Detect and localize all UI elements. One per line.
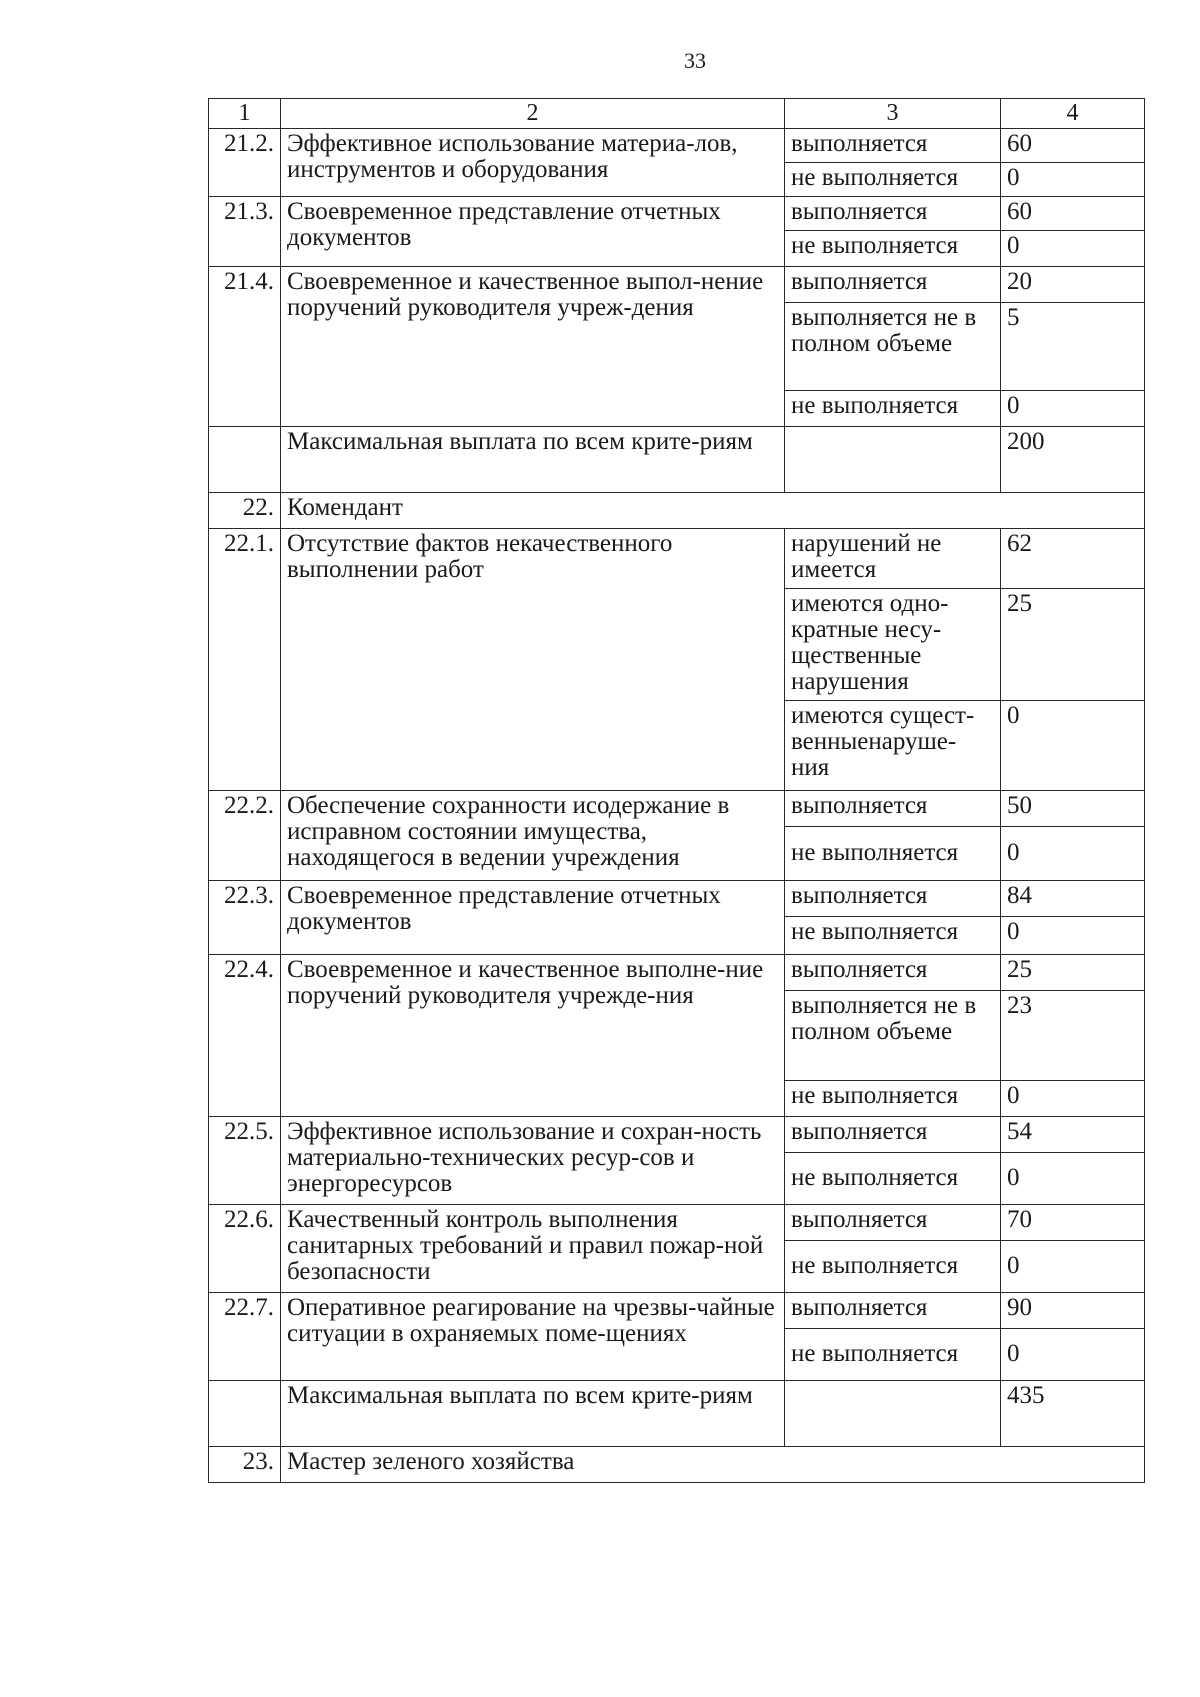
condition-cell: выполняется [785,955,1001,991]
condition-cell: не выполняется [785,391,1001,427]
points-cell: 0 [1001,231,1145,267]
points-cell: 23 [1001,991,1145,1081]
condition-cell: не выполняется [785,1153,1001,1205]
condition-cell: нарушений не имеется [785,529,1001,589]
condition-cell: выполняется [785,1117,1001,1153]
condition-cell: не выполняется [785,231,1001,267]
section-number: 23. [209,1447,281,1483]
item-criterion: Своевременное и качественное выпол-нение поручений руководителя учреж-дения [281,267,785,427]
condition-cell: выполняется [785,1293,1001,1329]
table-row [209,267,1145,303]
condition-cell: не выполняется [785,1241,1001,1293]
table-row [209,427,1145,493]
table-row [209,791,1145,827]
section-number: 22. [209,493,281,529]
criteria-table [208,98,1145,1483]
item-number: 21.4. [209,267,281,427]
points-cell: 84 [1001,881,1145,917]
condition-cell: не выполняется [785,827,1001,881]
item-number: 22.6. [209,1205,281,1293]
section-row [209,1447,1145,1483]
points-cell: 60 [1001,197,1145,231]
condition-cell: выполняется не в полном объеме [785,303,1001,391]
points-cell: 0 [1001,1153,1145,1205]
condition-cell [785,1381,1001,1447]
section-row [209,493,1145,529]
condition-cell: не выполняется [785,1081,1001,1117]
max-payment-value: 435 [1001,1381,1145,1447]
item-criterion: Отсутствие фактов некачественного выполнении работ [281,529,785,791]
item-criterion: Эффективное использование и сохран-ность материально-технических ресур-сов и энергоресурсов [281,1117,785,1205]
item-number: 22.7. [209,1293,281,1381]
item-number: 21.2. [209,129,281,197]
condition-cell [785,427,1001,493]
points-cell: 0 [1001,1329,1145,1381]
condition-cell: выполняется [785,791,1001,827]
section-title: Мастер зеленого хозяйства [281,1447,1145,1483]
condition-cell: выполняется [785,197,1001,231]
item-criterion: Своевременное представление отчетных документов [281,881,785,955]
table-row [209,1381,1145,1447]
points-cell: 62 [1001,529,1145,589]
table-row [209,1117,1145,1153]
points-cell: 0 [1001,701,1145,791]
item-number: 22.3. [209,881,281,955]
table-row [209,881,1145,917]
item-number: 22.4. [209,955,281,1117]
table-row [209,129,1145,163]
item-number: 21.3. [209,197,281,267]
max-payment-label: Максимальная выплата по всем крите-риям [281,427,785,493]
item-criterion: Оперативное реагирование на чрезвы-чайные ситуации в охраняемых поме-щениях [281,1293,785,1381]
condition-cell: не выполняется [785,163,1001,197]
condition-cell: не выполняется [785,917,1001,955]
table-row [209,197,1145,231]
item-number: 22.2. [209,791,281,881]
item-number: 22.5. [209,1117,281,1205]
points-cell: 54 [1001,1117,1145,1153]
max-payment-value: 200 [1001,427,1145,493]
condition-cell: выполняется не в полном объеме [785,991,1001,1081]
item-criterion: Своевременное представление отчетных документов [281,197,785,267]
table-row [209,955,1145,991]
item-number [209,1381,281,1447]
max-payment-label: Максимальная выплата по всем крите-риям [281,1381,785,1447]
table-row [209,529,1145,589]
condition-cell: не выполняется [785,1329,1001,1381]
page-number: 33 [684,48,706,73]
table-header-row [209,99,1145,129]
item-criterion: Обеспечение сохранности исодержание в исправном состоянии имущества, находящегося в ведении учреждения [281,791,785,881]
item-criterion: Качественный контроль выполнения санитарных требований и правил пожар-ной безопасности [281,1205,785,1293]
table-row [209,1205,1145,1241]
item-number [209,427,281,493]
column-header-1: 1 [209,99,281,129]
condition-cell: выполняется [785,881,1001,917]
column-header-3: 3 [785,99,1001,129]
item-criterion: Своевременное и качественное выполне-ние поручений руководителя учрежде-ния [281,955,785,1117]
points-cell: 0 [1001,1081,1145,1117]
section-title: Комендант [281,493,1145,529]
condition-cell: выполняется [785,267,1001,303]
column-header-2: 2 [281,99,785,129]
item-criterion: Эффективное использование материа-лов, инструментов и оборудования [281,129,785,197]
condition-cell: выполняется [785,1205,1001,1241]
condition-cell: выполняется [785,129,1001,163]
item-number: 22.1. [209,529,281,791]
points-cell: 0 [1001,827,1145,881]
condition-cell: имеются сущест-венныенаруше-ния [785,701,1001,791]
points-cell: 0 [1001,391,1145,427]
points-cell: 20 [1001,267,1145,303]
points-cell: 50 [1001,791,1145,827]
points-cell: 25 [1001,589,1145,701]
points-cell: 90 [1001,1293,1145,1329]
column-header-4: 4 [1001,99,1145,129]
points-cell: 0 [1001,1241,1145,1293]
condition-cell: имеются одно-кратные несу-щественные нарушения [785,589,1001,701]
points-cell: 70 [1001,1205,1145,1241]
points-cell: 25 [1001,955,1145,991]
points-cell: 60 [1001,129,1145,163]
points-cell: 0 [1001,917,1145,955]
points-cell: 0 [1001,163,1145,197]
table-row [209,1293,1145,1329]
points-cell: 5 [1001,303,1145,391]
